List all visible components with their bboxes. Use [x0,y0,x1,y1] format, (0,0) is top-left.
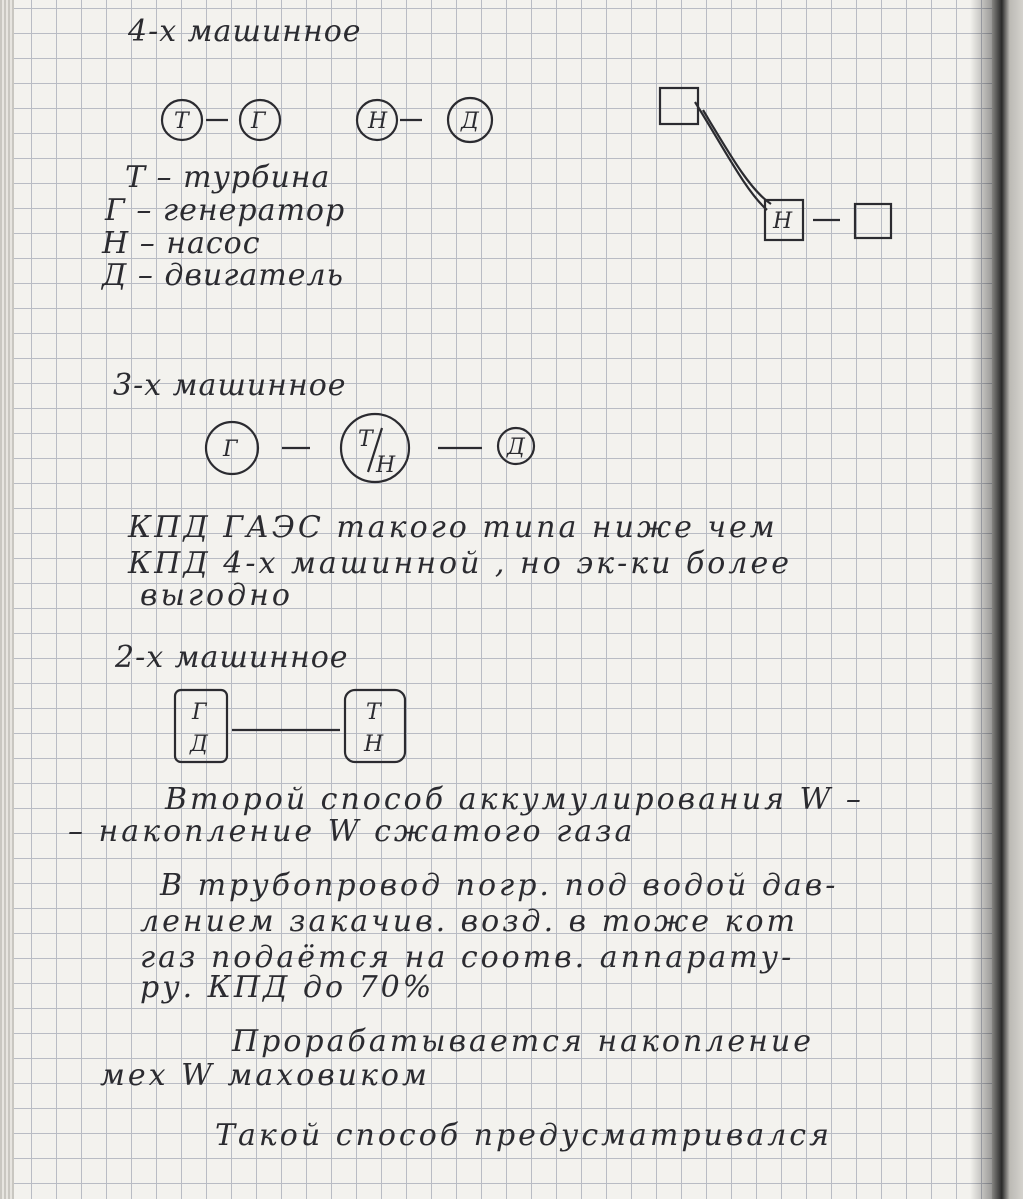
legend-line-1: Т – турбина [125,160,331,195]
motor-letter: Д [190,732,208,757]
pump-letter: Н [376,453,396,478]
generator-letter: Г [223,437,238,462]
two-machine-heading: 2-х машинное [115,640,349,675]
last-line: Такой способ предусматривался [215,1118,832,1153]
motor-letter: Д [461,109,479,134]
pump-letter: Н [368,109,388,134]
pipe-line [703,110,771,204]
pipeline-line-2: лением закачив. возд. в тоже кот [140,904,798,939]
legend-line-4: Д – двигатель [102,258,344,293]
three-machine-diagram [200,410,560,490]
pipeline-line-3: газ подаётся на соотв. аппарату- [140,940,795,975]
turbine-letter: Т [174,109,189,134]
pump-sketch [655,80,905,250]
generator-letter: Г [251,109,266,134]
efficiency-line-1: КПД ГАЭС такого типа ниже чем [128,510,778,545]
three-machine-heading: 3-х машинное [113,368,347,403]
two-machine-diagram [170,685,430,775]
turbine-letter: Т [366,700,381,725]
legend-line-2: Г – генератор [105,193,346,228]
second-method-line-2: – накопление W сжатого газа [68,814,636,849]
efficiency-line-3: выгодно [140,578,293,613]
pipeline-line-1: В трубопровод погр. под водой дав- [160,868,839,903]
four-machine-diagram [150,92,520,152]
turbine-letter: Т [358,427,373,452]
binding-shadow [970,0,1023,1199]
flywheel-line-1: Прорабатывается накопление [232,1024,814,1059]
page-stack-edge [0,0,14,1199]
efficiency-line-2: КПД 4-х машинной , но эк-ки более [128,546,792,581]
pump-sketch-letter: Н [773,209,793,234]
flywheel-line-2: мех W маховиком [100,1058,430,1093]
legend-line-3: Н – насос [102,226,261,261]
second-method-line-1: Второй способ аккумулирования W – [165,782,864,817]
motor-letter: Д [507,435,525,460]
pipeline-line-4: ру. КПД до 70% [140,970,435,1005]
lower-reservoir-box [855,204,891,238]
generator-letter: Г [192,700,207,725]
upper-reservoir-box [660,88,698,124]
four-machine-heading: 4-х машинное [128,14,362,49]
pump-letter: Н [364,732,384,757]
